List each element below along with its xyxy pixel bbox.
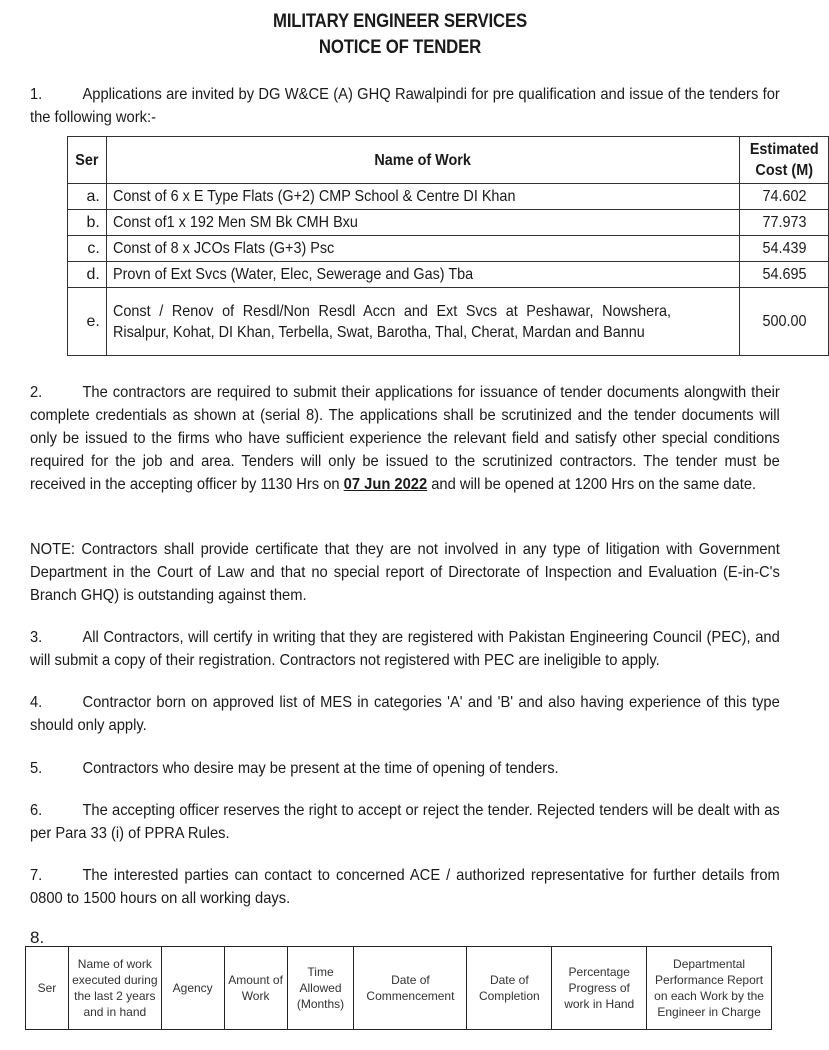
credentials-table xyxy=(25,946,772,1030)
row-name: Provn of Ext Svcs (Water, Elec, Sewerage and Gas) Tba xyxy=(106,262,739,288)
paragraph-text-tail: and will be opened at 1200 Hrs on the same date. xyxy=(431,476,757,493)
cred-header-progress: Percentage Progress of work in Hand xyxy=(552,947,647,1030)
table-row xyxy=(68,262,829,288)
paragraph-6 xyxy=(30,799,780,845)
table-row xyxy=(68,184,829,210)
paragraph-number: 4. xyxy=(30,694,43,711)
row-cost: 54.695 xyxy=(739,262,828,288)
cred-header-performance-report: Departmental Performance Report on each Work by the Engineer in Charge xyxy=(647,947,772,1030)
paragraph-text: All Contractors, will certify in writing that they are registered with Pakistan Engineering Council (PEC), and will submit a copy of their registration. Contractors not registered with PEC are ineligible to apply. xyxy=(30,629,780,669)
row-ser: b. xyxy=(68,210,107,236)
header-name-of-work: Name of Work xyxy=(106,137,739,184)
works-table xyxy=(67,136,829,356)
paragraph-number: 2. xyxy=(30,384,43,401)
row-cost: 77.973 xyxy=(739,210,828,236)
row-cost: 54.439 xyxy=(739,236,828,262)
paragraph-number: 5. xyxy=(30,760,43,777)
paragraph-2 xyxy=(30,381,780,496)
row-cost: 74.602 xyxy=(739,184,828,210)
header-ser: Ser xyxy=(68,137,107,184)
works-table-header xyxy=(68,137,829,184)
credentials-header-row xyxy=(26,947,772,1030)
cred-header-agency: Agency xyxy=(161,947,224,1030)
cred-header-amount: Amount of Work xyxy=(224,947,287,1030)
row-cost: 500.00 xyxy=(739,288,828,356)
cred-header-completion: Date of Completion xyxy=(467,947,552,1030)
row-ser: c. xyxy=(68,236,107,262)
paragraph-1 xyxy=(30,83,780,129)
paragraph-text: The accepting officer reserves the right to accept or reject the tender. Rejected tenders will be dealt with as per Para 33 (i) of PPRA Rules. xyxy=(30,802,780,842)
paragraph-number: 7. xyxy=(30,867,43,884)
paragraph-number: 6. xyxy=(30,802,43,819)
paragraph-text: Contractor born on approved list of MES in categories 'A' and 'B' and also having experience of this type should only apply. xyxy=(30,694,780,734)
paragraph-4 xyxy=(30,691,780,737)
table-row xyxy=(68,288,829,356)
row-ser: a. xyxy=(68,184,107,210)
opening-date: 07 Jun 2022 xyxy=(343,476,428,493)
row-name: Const / Renov of Resdl/Non Resdl Accn and Ext Svcs at Peshawar, Nowshera, Risalpur, Kohat, DI Khan, Terbella, Swat, Barotha, Thal, Cherat, Mardan and Bannu xyxy=(106,288,739,356)
paragraph-text: The contractors are required to submit their applications for issuance of tender documents alongwith their complete credentials as shown at (serial 8). The applications shall be scrutinized and the tender documents will only be issued to the firms who have sufficient experience the relevant field and satisfy other special conditions required for the job and area. Tenders will only be issued to the scrutinized contractors. The tender must be received in the accepting officer by 1130 Hrs on xyxy=(30,384,780,493)
paragraph-number: 3. xyxy=(30,629,43,646)
paragraph-7 xyxy=(30,864,780,910)
header-estimated-cost: Estimated Cost (M) xyxy=(739,137,828,184)
cred-header-name-of-work: Name of work executed during the last 2 years and in hand xyxy=(68,947,161,1030)
notice-title: NOTICE OF TENDER xyxy=(318,36,482,58)
paragraph-5 xyxy=(30,757,780,780)
table-row xyxy=(68,210,829,236)
paragraph-number: 1. xyxy=(30,86,43,103)
row-ser: e. xyxy=(68,288,107,356)
row-name: Const of1 x 192 Men SM Bk CMH Bxu xyxy=(106,210,739,236)
row-name: Const of 8 x JCOs Flats (G+3) Psc xyxy=(106,236,739,262)
paragraph-text: The interested parties can contact to concerned ACE / authorized representative for further details from 0800 to 1500 hours on all working days. xyxy=(30,867,780,907)
paragraph-text: Applications are invited by DG W&CE (A) GHQ Rawalpindi for pre qualification and issue of the tenders for the following work:- xyxy=(30,86,780,126)
row-name: Const of 6 x E Type Flats (G+2) CMP School & Centre DI Khan xyxy=(106,184,739,210)
paragraph-8-number: 8. xyxy=(30,928,45,947)
org-title: MILITARY ENGINEER SERVICES xyxy=(273,10,527,32)
cred-header-commencement: Date of Commencement xyxy=(354,947,467,1030)
paragraph-3 xyxy=(30,626,780,672)
note-text: NOTE: Contractors shall provide certificate that they are not involved in any type of litigation with Government Department in the Court of Law and that no special report of Directorate of Inspection and Evaluation (E-in-C's Branch GHQ) is outstanding against them. xyxy=(30,541,780,604)
row-ser: d. xyxy=(68,262,107,288)
table-row xyxy=(68,236,829,262)
paragraph-text: Contractors who desire may be present at the time of opening of tenders. xyxy=(82,760,559,777)
cred-header-ser: Ser xyxy=(26,947,69,1030)
note-paragraph xyxy=(30,538,780,607)
cred-header-time-allowed: Time Allowed (Months) xyxy=(287,947,354,1030)
